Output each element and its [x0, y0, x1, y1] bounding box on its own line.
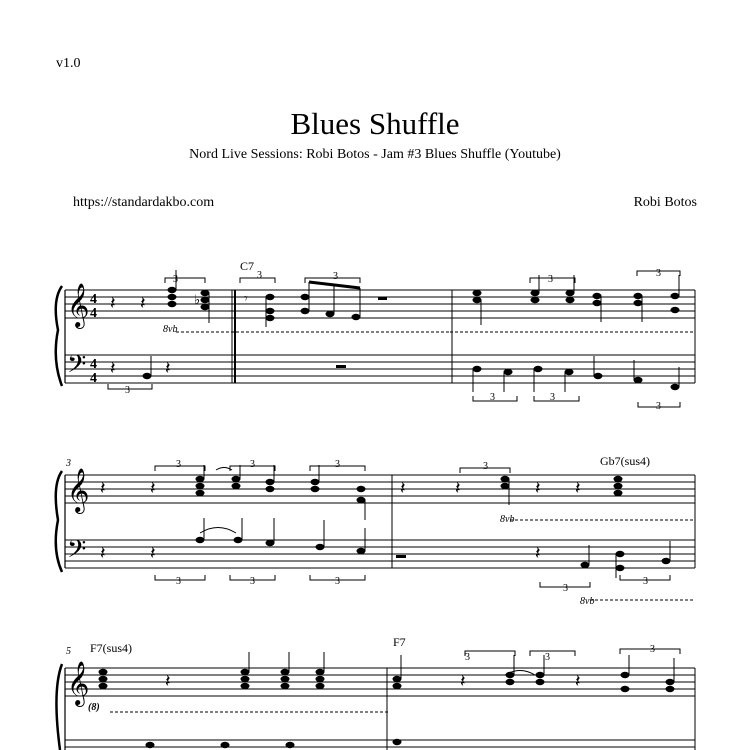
- note-head: [593, 300, 602, 306]
- note-head: [671, 293, 680, 299]
- note-head: [504, 369, 513, 375]
- note-head: [168, 294, 177, 300]
- note-head: [565, 369, 574, 375]
- quarter-rest: 𝄽: [110, 293, 116, 313]
- note-head: [221, 742, 230, 748]
- note-head: [316, 669, 325, 675]
- bass-clef: 𝄢: [67, 351, 87, 384]
- version-label: v1.0: [56, 56, 81, 71]
- score-subtitle: Nord Live Sessions: Robi Botos - Jam #3 Blues Shuffle (Youtube): [189, 147, 561, 162]
- note-head: [99, 683, 108, 689]
- note-head: [634, 293, 643, 299]
- note-head: [201, 290, 210, 296]
- note-head: [357, 497, 366, 503]
- note-head: [201, 297, 210, 303]
- note-head: [266, 486, 275, 492]
- note-head: [311, 479, 320, 485]
- time-sig-bottom: 4: [90, 306, 97, 321]
- ottava-mark: 8vb: [580, 596, 595, 607]
- tuplet-number: 3: [656, 268, 661, 279]
- quarter-rest: 𝄽: [575, 478, 581, 498]
- note-head: [168, 301, 177, 307]
- note-head: [232, 476, 241, 482]
- tuplet-number: 3: [656, 401, 661, 412]
- note-head: [671, 307, 680, 313]
- note-head: [616, 551, 625, 557]
- flat-sign: ♭: [194, 292, 201, 307]
- quarter-rest: 𝄽: [110, 358, 116, 378]
- tuplet-number: 3: [490, 392, 495, 403]
- note-head: [196, 476, 205, 482]
- treble-staff-2: [65, 475, 695, 503]
- note-head: [316, 676, 325, 682]
- note-head: [357, 486, 366, 492]
- note-head: [196, 537, 205, 543]
- tuplet-number: 3: [650, 644, 655, 655]
- note-head: [241, 683, 250, 689]
- tuplet-number: 3: [545, 652, 550, 663]
- time-sig-bottom-bass: 4: [90, 371, 97, 386]
- bass-staff-2: [65, 540, 695, 568]
- note-head: [301, 294, 310, 300]
- time-sig-top-bass: 4: [90, 357, 97, 372]
- note-head: [614, 476, 623, 482]
- system-3-symbols: [66, 635, 675, 748]
- note-head: [143, 373, 152, 379]
- note-head: [621, 672, 630, 678]
- quarter-rest: 𝄽: [575, 671, 581, 691]
- quarter-rest: 𝄽: [165, 671, 171, 691]
- website-link[interactable]: https://standardakbo.com: [73, 195, 215, 210]
- note-head: [501, 483, 510, 489]
- half-rest: [378, 297, 387, 300]
- note-head: [534, 366, 543, 372]
- system-3: [56, 649, 695, 750]
- note-head: [662, 558, 671, 564]
- eighth-rest: 𝄾: [244, 292, 248, 307]
- note-head: [593, 293, 602, 299]
- tuplet-number: 3: [125, 385, 130, 396]
- note-head: [666, 686, 675, 692]
- note-head: [621, 686, 630, 692]
- chord-symbol: C7: [240, 259, 255, 273]
- quarter-rest: 𝄽: [460, 671, 466, 691]
- tuplet-number: 3: [176, 459, 181, 470]
- note-head: [634, 300, 643, 306]
- system-2-symbols: [65, 454, 671, 607]
- system-1-stems: [108, 270, 695, 407]
- note-head: [266, 315, 275, 321]
- tuplet-number: 3: [465, 652, 470, 663]
- quarter-rest: 𝄽: [165, 358, 171, 378]
- time-sig-top: 4: [90, 292, 97, 307]
- note-head: [506, 672, 515, 678]
- note-head: [281, 669, 290, 675]
- note-head: [168, 287, 177, 293]
- note-head: [266, 308, 275, 314]
- chord-symbol: F7: [393, 635, 406, 649]
- tuplet-number: 3: [563, 583, 568, 594]
- treble-staff-3: [65, 668, 695, 696]
- note-head: [393, 739, 402, 745]
- note-head: [201, 304, 210, 310]
- note-head: [594, 373, 603, 379]
- note-head: [473, 366, 482, 372]
- quarter-rest: 𝄽: [535, 543, 541, 563]
- tuplet-number: 3: [550, 392, 555, 403]
- tuplet-number: 3: [250, 459, 255, 470]
- note-head: [281, 676, 290, 682]
- note-head: [536, 679, 545, 685]
- note-head: [581, 562, 590, 568]
- whole-rest: [396, 555, 406, 558]
- note-head: [146, 742, 155, 748]
- tuplet-number: 3: [333, 271, 338, 282]
- note-head: [241, 669, 250, 675]
- tuplet-number: 3: [335, 576, 340, 587]
- note-head: [566, 297, 575, 303]
- quarter-rest: 𝄽: [150, 543, 156, 563]
- tuplet-number: 3: [173, 274, 178, 285]
- note-head: [393, 683, 402, 689]
- note-head: [99, 676, 108, 682]
- grand-staff-brace: [56, 286, 62, 386]
- quarter-rest: 𝄽: [400, 478, 406, 498]
- note-head: [616, 565, 625, 571]
- note-head: [357, 548, 366, 554]
- score-title: Blues Shuffle: [290, 106, 460, 141]
- quarter-rest: 𝄽: [100, 543, 106, 563]
- note-head: [634, 377, 643, 383]
- note-head: [266, 294, 275, 300]
- tuplet-number: 3: [257, 270, 262, 281]
- note-head: [393, 676, 402, 682]
- note-head: [506, 679, 515, 685]
- note-head: [196, 483, 205, 489]
- treble-clef: 𝄞: [67, 470, 90, 512]
- quarter-rest: 𝄽: [100, 478, 106, 498]
- note-head: [241, 676, 250, 682]
- note-head: [501, 476, 510, 482]
- chord-symbol: Gb7(sus4): [600, 454, 650, 468]
- note-head: [614, 483, 623, 489]
- bass-staff-3: [65, 740, 695, 747]
- note-head: [234, 537, 243, 543]
- tuplet-number: 3: [250, 576, 255, 587]
- composer-name: Robi Botos: [633, 195, 697, 210]
- ottava-mark: 8vb: [500, 514, 515, 525]
- quarter-rest: 𝄽: [150, 478, 156, 498]
- quarter-rest: 𝄽: [140, 293, 146, 313]
- tuplet-number: 3: [483, 461, 488, 472]
- tuplet-number: 3: [548, 274, 553, 285]
- note-head: [531, 297, 540, 303]
- note-head: [232, 483, 241, 489]
- measure-number: 5: [66, 646, 71, 657]
- note-head: [99, 669, 108, 675]
- system-1-symbols: [67, 259, 680, 412]
- note-head: [316, 683, 325, 689]
- bass-staff-1: [65, 355, 695, 383]
- treble-clef: 𝄞: [67, 663, 90, 705]
- whole-rest: [336, 365, 346, 368]
- note-head: [352, 314, 361, 320]
- note-head: [473, 290, 482, 296]
- note-head: [326, 311, 335, 317]
- note-head: [311, 486, 320, 492]
- measure-number: 3: [66, 458, 71, 469]
- tuplet-number: 3: [335, 459, 340, 470]
- note-head: [266, 540, 275, 546]
- note-head: [286, 742, 295, 748]
- quarter-rest: 𝄽: [535, 478, 541, 498]
- treble-clef: 𝄞: [67, 285, 90, 327]
- note-head: [301, 308, 310, 314]
- note-head: [536, 672, 545, 678]
- bass-clef: 𝄢: [67, 536, 87, 569]
- tuplet-number: 3: [643, 576, 648, 587]
- note-head: [196, 490, 205, 496]
- note-head: [614, 490, 623, 496]
- note-head: [566, 290, 575, 296]
- note-head: [266, 479, 275, 485]
- ottava-mark: 8vb: [163, 324, 178, 335]
- ottava-continuation: (8): [88, 702, 100, 713]
- note-head: [531, 290, 540, 296]
- tuplet-number: 3: [176, 576, 181, 587]
- note-head: [316, 544, 325, 550]
- quarter-rest: 𝄽: [455, 478, 461, 498]
- note-head: [281, 683, 290, 689]
- note-head: [666, 679, 675, 685]
- note-head: [473, 297, 482, 303]
- chord-symbol: F7(sus4): [90, 641, 133, 655]
- note-head: [671, 384, 680, 390]
